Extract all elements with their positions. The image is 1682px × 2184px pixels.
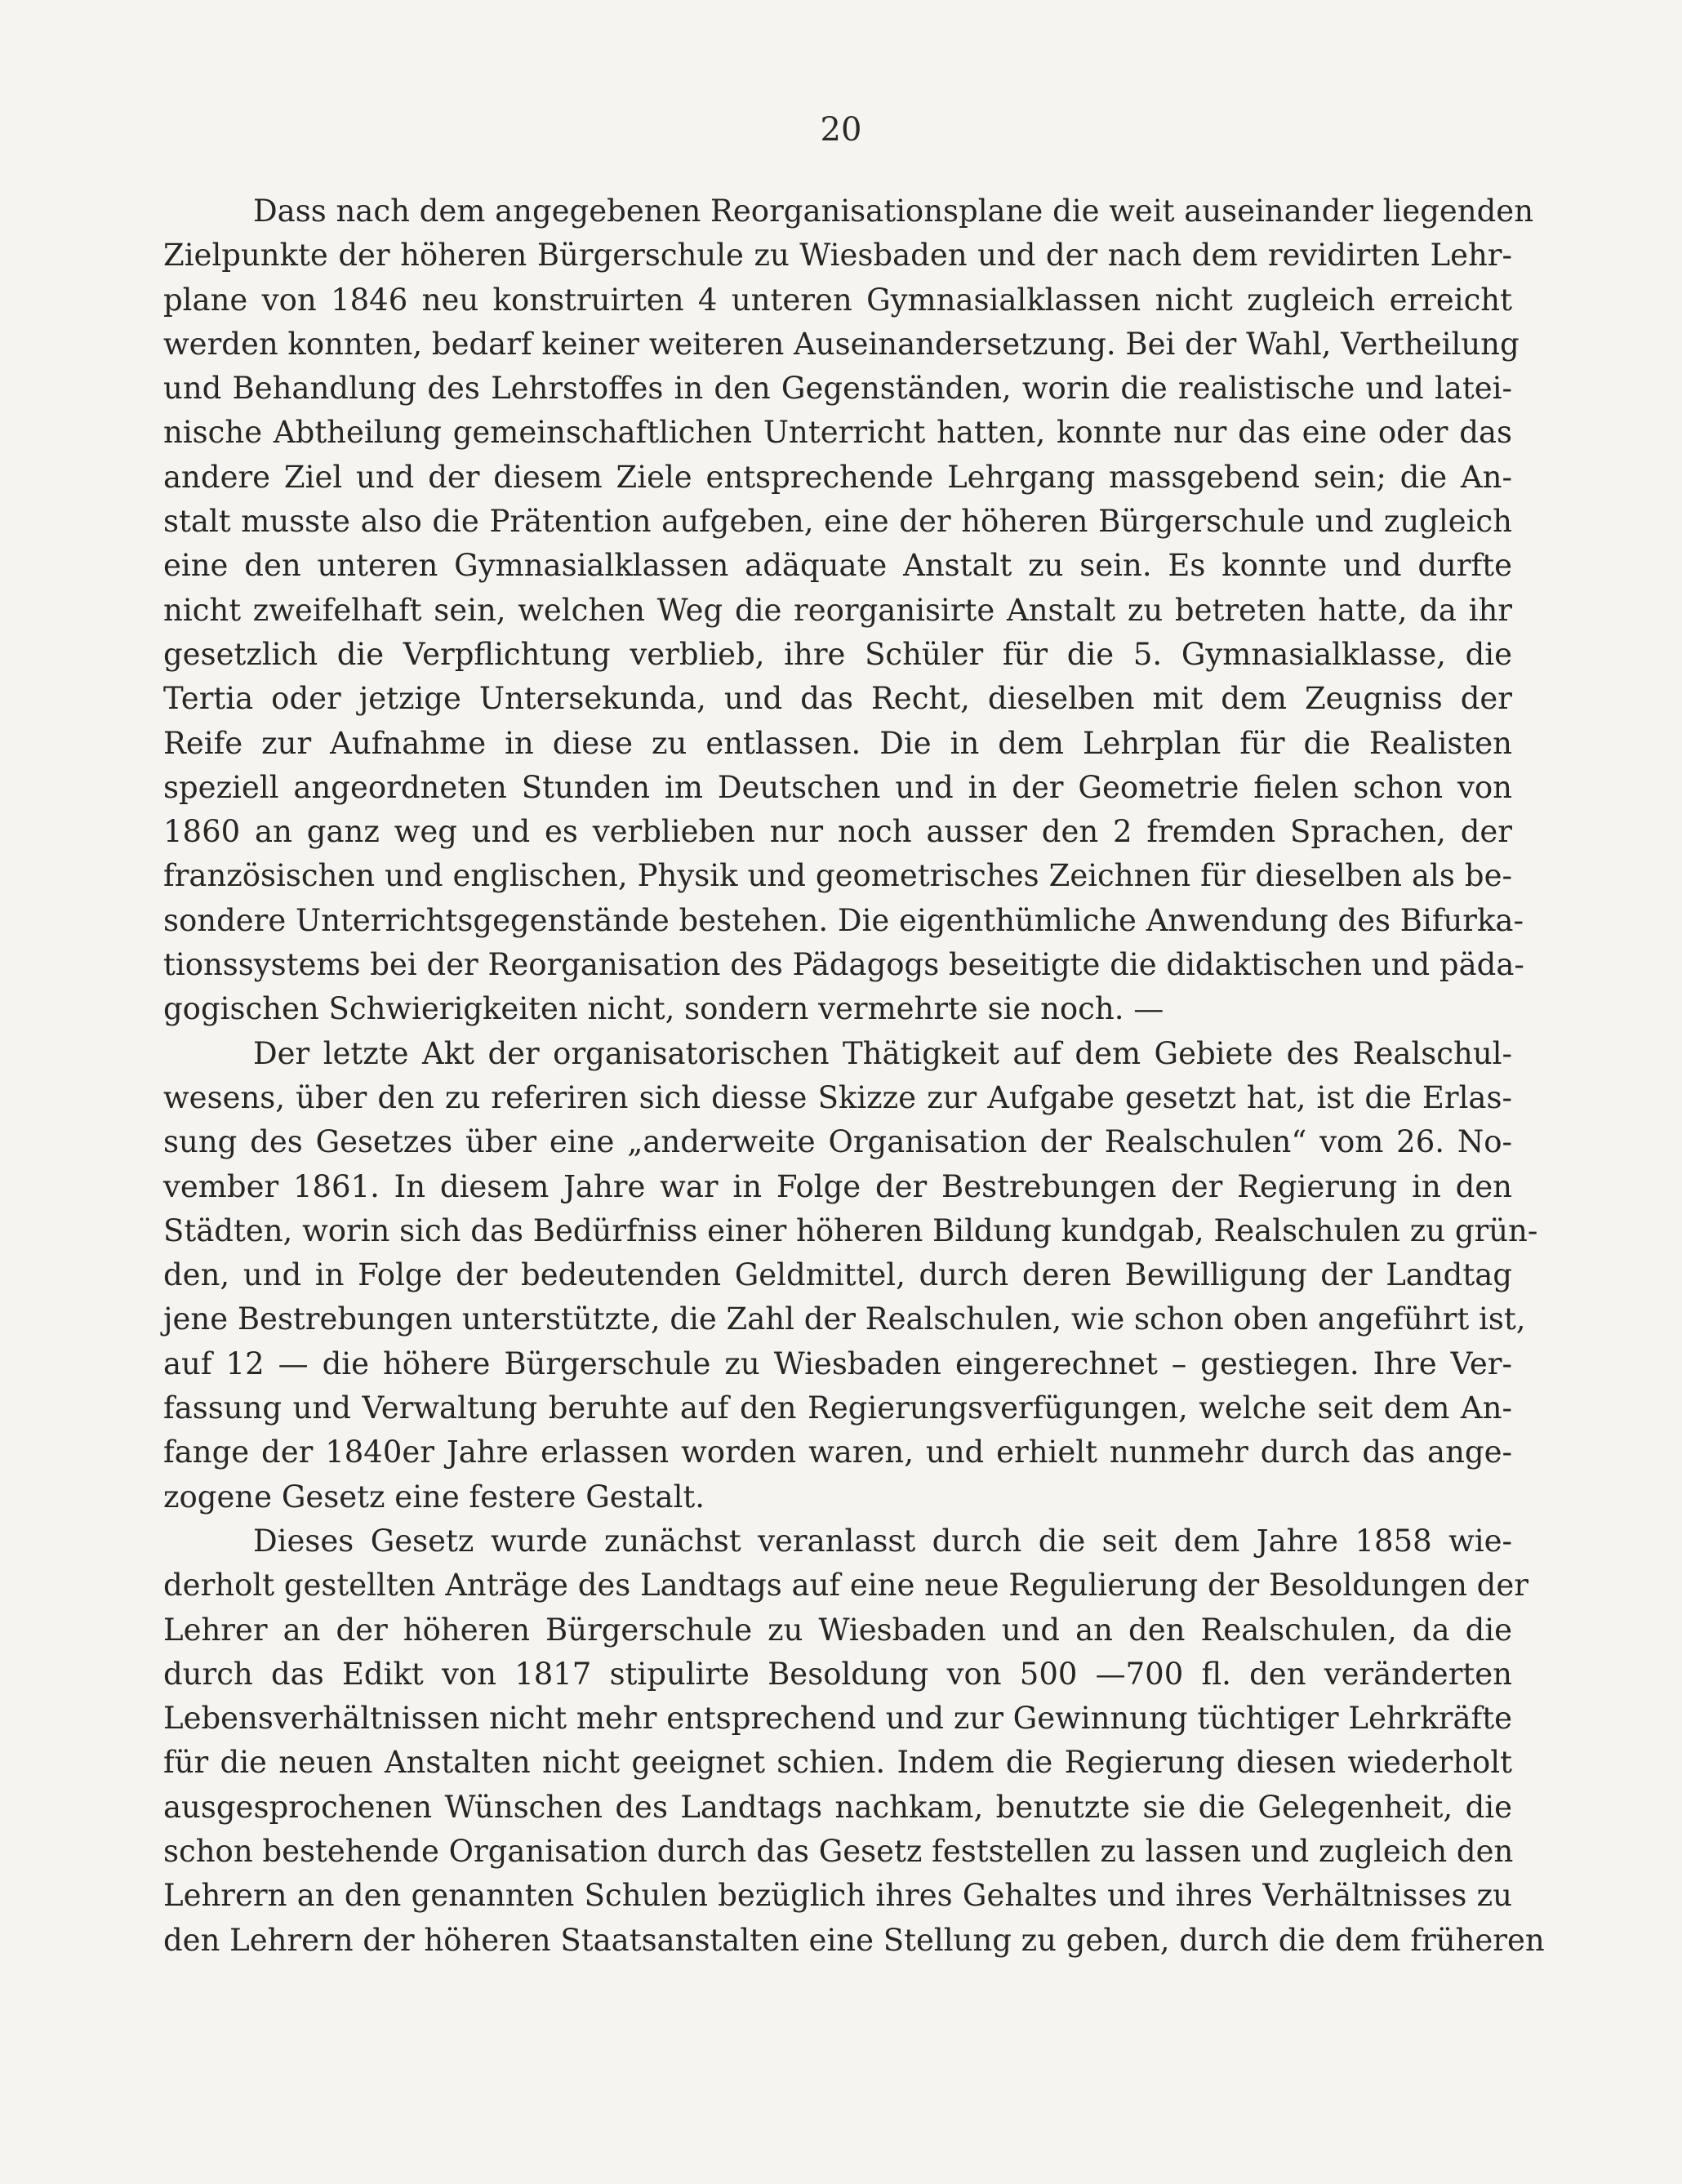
text-line: Lehrern an den genannten Schulen bezüglich ihres Gehaltes und ihres Verhältnisses zu	[163, 1878, 1512, 1914]
text-line: Dass nach dem angegebenen Reorganisationsplane die weit auseinander liegenden	[253, 193, 1534, 229]
text-line: Reife zur Aufnahme in diese zu entlassen. Die in dem Lehrplan für die Realisten	[163, 725, 1512, 761]
text-line: auf 12 — die höhere Bürgerschule zu Wiesbaden eingerechnet – gestiegen. Ihre Ver-	[163, 1346, 1512, 1381]
text-line: stalt musste also die Prätention aufgeben, eine der höheren Bürgerschule und zugleich	[163, 504, 1512, 540]
text-line: eine den unteren Gymnasialklassen adäquate Anstalt zu sein. Es konnte und durfte	[163, 548, 1512, 584]
text-line: gesetzlich die Verpflichtung verblieb, ihre Schüler für die 5. Gymnasialklasse, die	[163, 636, 1512, 672]
text-line: nische Abtheilung gemeinschaftlichen Unterricht hatten, konnte nur das eine oder das	[163, 415, 1512, 451]
text-line: durch das Edikt von 1817 stipulirte Besoldung von 500 —700 fl. den veränderten	[163, 1656, 1512, 1692]
text-line: vember 1861. In diesem Jahre war in Folge der Bestrebungen der Regierung in den	[163, 1168, 1512, 1204]
text-line: Dieses Gesetz wurde zunächst veranlasst durch die seit dem Jahre 1858 wie-	[253, 1523, 1512, 1559]
text-line: sondere Unterrichtsgegenstände bestehen. Die eigenthümliche Anwendung des Bifurka-	[163, 902, 1524, 938]
text-line: andere Ziel und der diesem Ziele entsprechende Lehrgang massgebend sein; die An-	[163, 459, 1512, 495]
text-line: schon bestehende Organisation durch das Gesetz feststellen zu lassen und zugleich den	[163, 1833, 1514, 1869]
text-line: Zielpunkte der höheren Bürgerschule zu Wiesbaden und der nach dem revidirten Lehr-	[163, 238, 1512, 274]
text-line: jene Bestrebungen unterstützte, die Zahl der Realschulen, wie schon oben angeführt ist,	[163, 1301, 1526, 1337]
text-line: Lebensverhältnissen nicht mehr entsprechend und zur Gewinnung tüchtiger Lehrkräfte	[163, 1701, 1512, 1737]
page-number: 20	[820, 111, 862, 149]
text-line: Der letzte Akt der organisatorischen Thätigkeit auf dem Gebiete des Realschul-	[253, 1035, 1512, 1071]
text-line: 1860 an ganz weg und es verblieben nur noch ausser den 2 fremden Sprachen, der	[163, 814, 1512, 850]
text-line: fange der 1840er Jahre erlassen worden waren, und erhielt nunmehr durch das ange-	[163, 1435, 1512, 1470]
text-line: sung des Gesetzes über eine „anderweite Organisation der Realschulen“ vom 26. No-	[163, 1124, 1512, 1160]
text-line: und Behandlung des Lehrstoffes in den Gegenständen, worin die realistische und latei-	[163, 371, 1512, 407]
text-line: speziell angeordneten Stunden im Deutschen und in der Geometrie fielen schon von	[163, 769, 1512, 805]
text-line: Städten, worin sich das Bedürfniss einer höheren Bildung kundgab, Realschulen zu grün-	[163, 1212, 1538, 1248]
text-line: wesens, über den zu referiren sich diesse Skizze zur Aufgabe gesetzt hat, ist die Erlas-	[163, 1079, 1512, 1115]
text-line: für die neuen Anstalten nicht geeignet schien. Indem die Regierung diesen wiederholt	[163, 1745, 1512, 1781]
text-line: den, und in Folge der bedeutenden Geldmittel, durch deren Bewilligung der Landtag	[163, 1257, 1512, 1293]
body-text	[163, 189, 1545, 1963]
text-line: derholt gestellten Anträge des Landtags auf eine neue Regulierung der Besoldungen der	[163, 1568, 1528, 1604]
text-line: Lehrer an der höheren Bürgerschule zu Wiesbaden und an den Realschulen, da die	[163, 1612, 1512, 1648]
text-line: tionssystems bei der Reorganisation des Pädagogs beseitigte die didaktischen und päda-	[163, 947, 1524, 983]
text-line: ausgesprochenen Wünschen des Landtags nachkam, benutzte sie die Gelegenheit, die	[163, 1789, 1512, 1825]
text-line: Tertia oder jetzige Untersekunda, und das Recht, dieselben mit dem Zeugniss der	[163, 681, 1512, 717]
text-line: nicht zweifelhaft sein, welchen Weg die reorganisirte Anstalt zu betreten hatte, da ihr	[163, 592, 1512, 628]
text-line: fassung und Verwaltung beruhte auf den Regierungsverfügungen, welche seit dem An-	[163, 1390, 1512, 1426]
text-line: werden konnten, bedarf keiner weiteren Auseinandersetzung. Bei der Wahl, Vertheilung	[163, 326, 1520, 362]
text-line: gogischen Schwierigkeiten nicht, sondern vermehrte sie noch. —	[163, 991, 1164, 1027]
text-line: französischen und englischen, Physik und geometrisches Zeichnen für dieselben als be-	[163, 858, 1512, 894]
text-line: zogene Gesetz eine festere Gestalt.	[163, 1479, 705, 1515]
text-line: den Lehrern der höheren Staatsanstalten eine Stellung zu geben, durch die dem früheren	[163, 1922, 1545, 1958]
text-line: plane von 1846 neu konstruirten 4 unteren Gymnasialklassen nicht zugleich erreicht	[163, 282, 1512, 318]
